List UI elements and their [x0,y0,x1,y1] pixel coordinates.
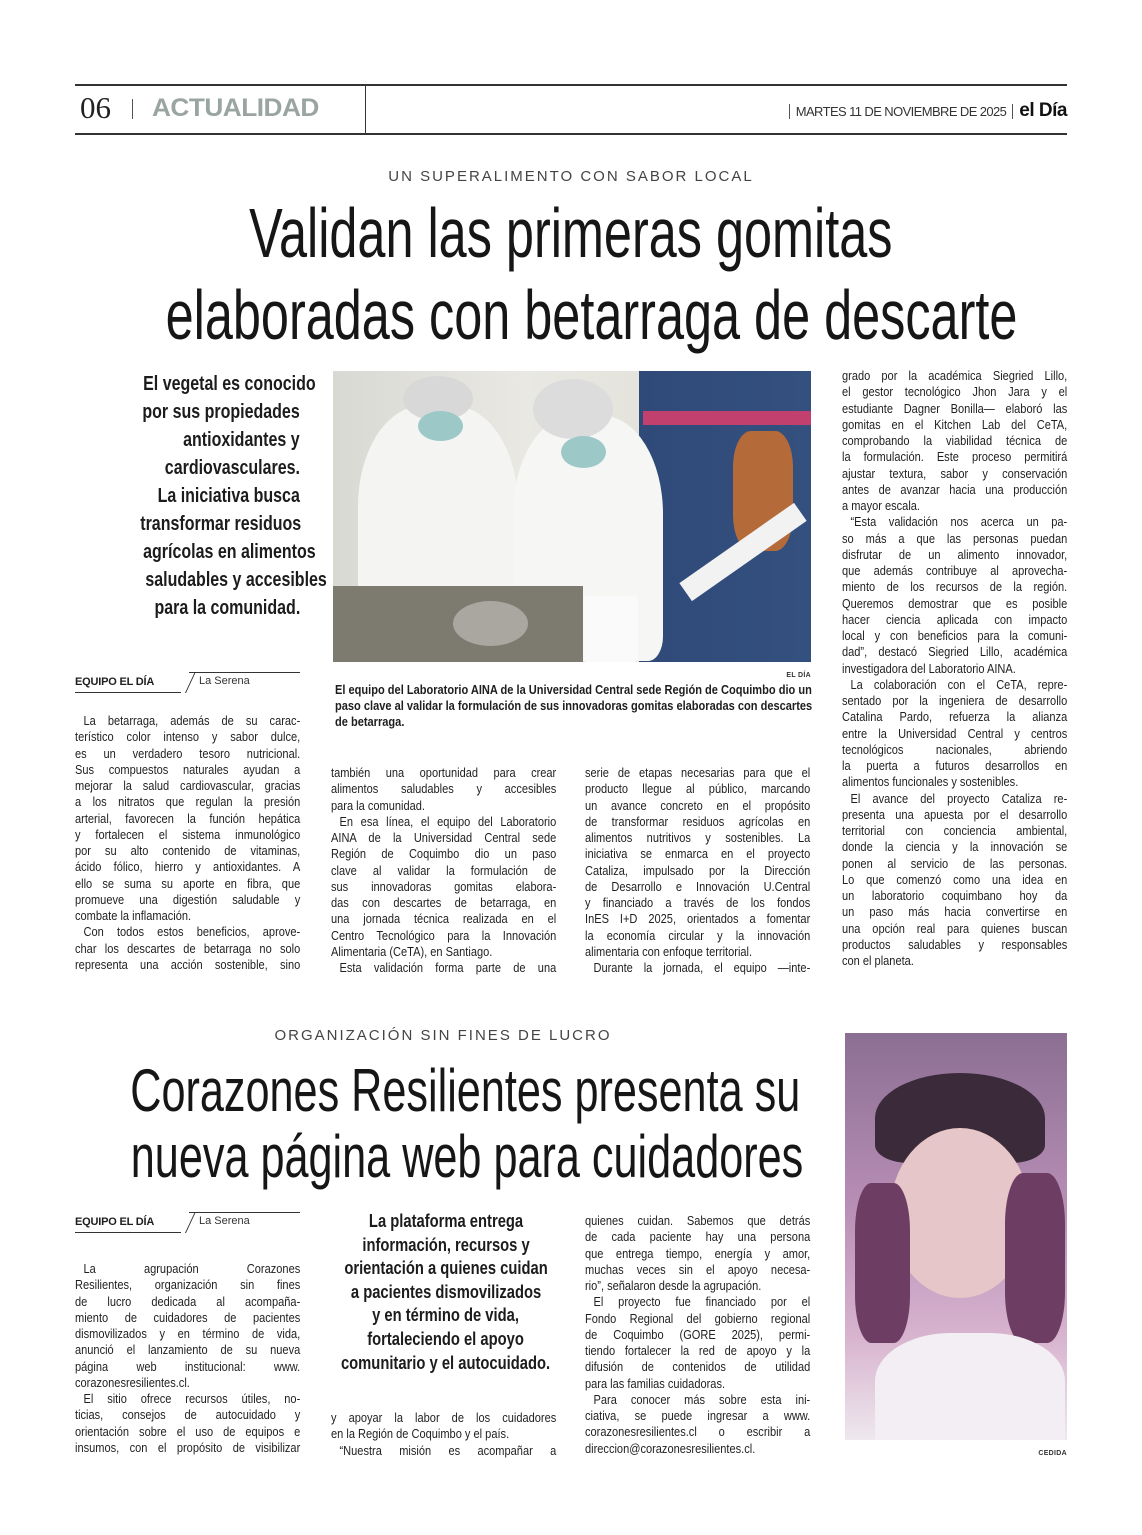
text-line: antes de avanzar hacia una producción [842,481,1068,497]
text-line: das con descartes de betarraga, en [331,895,557,910]
text-line: y fortalecen el sistema inmunológico [75,826,301,842]
text-line: para las familias cuidadoras. [585,1375,726,1391]
header-top-rule [75,84,1067,86]
text-line: La betarraga, además de su carac- [83,713,301,728]
text-line: investigadora del Laboratorio AINA. [842,660,1016,676]
headline-text: Validan las primeras gomitas [249,194,893,272]
text-line [100,426,300,454]
text-line: En esa línea, el equipo del Laboratorio [339,813,557,829]
headline-text: Corazones Resilientes presenta su [130,1057,801,1124]
paragraph [842,514,1067,677]
paragraph [331,960,556,976]
text-line: combate la inflamación. [75,908,192,923]
separator [132,99,133,119]
text-line: Lo que comenzó como una idea en [842,871,1068,887]
text-line: alimentos funcionales y sostenibles. [842,774,1019,790]
article2-headline [0,1058,886,1190]
text-line: “Nuestra misión es acompañar a [339,1442,557,1458]
text-line: producto llegue al público, marcando [585,781,811,797]
issue-date: MARTES 11 DE NOVIEMBRE DE 2025 [795,103,1007,119]
text-line [100,566,327,594]
text-line: gomitas en el Kitchen Lab del CeTA, [842,416,1068,432]
article2-deck [316,1210,576,1375]
text-line: hacer ciencia aplicada con impacto [842,611,1068,627]
text-line: ácido fólico, hierro y antioxidantes. A [75,859,301,875]
deck-text: transformar residuos [140,513,302,535]
paragraph [585,1213,810,1294]
deck-text: por sus propiedades [142,401,300,423]
text-line: muchas veces sin el apoyo necesa- [585,1261,811,1277]
text-line: so más a que las personas puedan [842,530,1068,546]
text-line: ello se suma su aporte en fibra, que [75,875,301,891]
text-line: El proyecto fue financiado por el [593,1294,811,1310]
text-line: de Desarrollo e Innovación U.Central [585,878,811,894]
text-line: anunció el lanzamiento de su nueva [75,1342,301,1358]
text-line: sentado por la ingeniera de desarrollo [842,693,1068,708]
text-line: un laboratorio coquimbano hoy da [842,888,1068,903]
text-line: un paso más hacia convertirse en [842,904,1068,920]
text-line: disfrutar de un alimento innovador, [842,546,1068,562]
separator [789,104,790,119]
page-number: 06 [80,90,111,125]
text-line: orientación sobre el uso de equipos e [75,1423,301,1439]
text-line: Sus compuestos naturales ayudan a [75,761,301,777]
photo-shape [875,1333,1065,1440]
text-line: Para conocer más sobre esta ini- [593,1391,811,1407]
deck-text: para la comunidad. [154,597,300,619]
text-line: por su alto contenido de vitaminas, [75,843,301,858]
article2-column-1 [75,1261,300,1456]
article2-column-2 [331,1410,556,1459]
text-line: serie de etapas necesarias para que el [585,765,811,780]
text-line: El avance del proyecto Cataliza re- [850,790,1068,806]
text-line: de transformar residuos agrícolas en [585,813,811,829]
paragraph [331,814,556,960]
article1-deck [100,370,327,622]
text-line: de lucro dedicada al acompaña- [75,1293,301,1309]
text-line: tiendo fortalecer la red de apoyo y la [585,1343,811,1358]
text-line [100,538,316,566]
text-line: miento de cuidadores de pacientes [75,1309,301,1325]
text-line: alimentos nutritivos y sostenibles. La [585,830,811,845]
header-bottom-rule [75,133,1067,135]
text-line: de cada paciente hay una persona [585,1229,811,1245]
photo-shape [1005,1173,1065,1343]
text-line: InES I+D 2025, orientados a fomentar [585,911,811,927]
text-line: mejorar la salud cardiovascular, gracias [75,778,301,793]
headline-line [0,274,1142,356]
photo-credit: CEDIDA [1038,1450,1067,1457]
text-line: Centro Tecnológico para la Innovación [331,927,557,943]
text-line: entre la Universidad Central y centros [842,725,1068,741]
brand-logo: el Día [1019,100,1067,121]
byline-slash [185,672,196,693]
text-line: rio”, señalaron desde la agrupación. [585,1278,762,1293]
deck-text: comunitario y el autocuidado. [341,1352,551,1373]
byline-rule [75,692,181,693]
text-line: char los descartes de betarraga no solo [75,940,301,956]
text-line: es un verdadero tesoro nutricional. [75,745,301,761]
text-line: a mayor escala. [842,498,921,513]
article1-column-1 [75,713,300,973]
text-line: terístico color intenso y sabor dulce, [75,729,301,745]
article1-column-2 [331,765,556,976]
text-line: una jornada técnica realizada en el [331,911,557,927]
text-line: representa una acción sostenible, sino [75,956,301,972]
headline-line [0,192,1142,274]
text-line: territorial con conciencia ambiental, [842,823,1068,838]
text-line: grado por la académica Siegried Lillo, [842,368,1068,383]
text-line: Durante la jornada, el equipo —inte- [593,960,811,975]
text-line: la puerta a futuros desarrollos en [842,758,1068,773]
photo-shape [561,436,606,468]
byline-location: La Serena [199,1215,250,1227]
paragraph [331,765,556,814]
text-line [316,1257,576,1281]
text-line: quienes cuidan. Sabemos que detrás [585,1213,811,1228]
text-line: y financiado a través de los fondos [585,895,811,910]
text-line: alimentos saludables y accesibles [331,781,557,797]
text-line: a los nitratos que regulan la presión [75,794,301,810]
section-title: ACTUALIDAD [152,94,319,122]
deck-text: agrícolas en alimentos [143,541,316,563]
text-line [316,1304,576,1328]
deck-text: saludables y accesibles [145,569,327,591]
deck-text: La plataforma entrega [368,1211,524,1231]
separator [1012,104,1013,119]
text-line: dismovilizados y en término de vida, [75,1326,301,1341]
text-line: El sitio ofrece recursos útiles, no- [83,1391,301,1406]
article1-column-3 [585,765,810,976]
text-line: miento de los recursos de la región. [842,579,1068,595]
text-line [316,1352,576,1376]
deck-text: orientación a quienes cuidan [344,1258,548,1279]
text-line: donde la ciencia y la innovación se [842,839,1068,855]
text-line: y apoyar la labor de los cuidadores [331,1410,557,1425]
deck-text: El vegetal es conocido [143,373,316,395]
paragraph [842,791,1067,970]
photo-shape [453,601,528,646]
photo-shape [418,411,463,441]
text-line: Esta validación forma parte de una [339,960,557,975]
text-line [316,1234,576,1258]
text-line [100,454,300,482]
text-line: paso clave al validar la formulación de sus innovadoras gomitas elaboradas con descartes [335,698,813,713]
text-line [100,594,300,622]
deck-text: La iniciativa busca [157,485,300,507]
headline-line [0,1124,886,1190]
photo-shape [583,596,638,662]
text-line: que entrega tiempo, energía y amor, [585,1245,811,1261]
paragraph [331,1410,556,1443]
text-line: comprobando la viabilidad técnica de [842,433,1068,448]
masthead-info [789,100,1067,122]
text-line: Cataliza, impulsado por la Dirección [585,862,811,878]
text-line: iniciativa se enmarca en el proyecto [585,846,811,862]
elderly-woman-photo [845,1033,1067,1440]
text-line: ajustar textura, sabor y conservación [842,465,1068,481]
article1-headline [0,192,1142,356]
text-line [316,1328,576,1352]
text-line: también una oportunidad para crear [331,765,557,780]
text-line: dad”, destacó Siegried Lillo, académica [842,644,1068,660]
text-line: Queremos demostrar que es posible [842,595,1068,611]
photo-shape [533,379,613,439]
text-line: en la Región de Coquimbo y el país. [331,1426,510,1442]
byline-rule [189,1212,300,1213]
deck-text: a pacientes dismovilizados [350,1281,542,1302]
text-line: AINA de la Universidad Central sede [331,830,557,845]
deck-text: fortaleciendo el apoyo [367,1328,525,1349]
header-divider [365,84,366,134]
text-line: Región de Coquimbo dio un paso [331,846,557,862]
text-line: para la comunidad. [331,797,425,813]
byline-author: EQUIPO EL DÍA [75,676,155,688]
paragraph [585,1294,810,1392]
byline-author: EQUIPO EL DÍA [75,1216,155,1228]
article1-byline [75,672,300,694]
text-line: corazonesresilientes.cl o escribir a [585,1424,811,1440]
text-line: el gestor tecnológico Jhon Jara y el [842,384,1068,400]
text-line: “Esta validación nos acerca un pa- [850,514,1068,530]
text-line: de Coquimbo (GORE 2025), permi- [585,1326,811,1342]
byline-slash [185,1212,196,1233]
text-line: Resilientes, organización sin fines [75,1277,301,1293]
paragraph [75,713,300,924]
text-line [100,510,300,538]
photo-credit: EL DÍA [786,672,811,679]
text-line: ciativa, se puede ingresar a www. [585,1408,811,1423]
photo-shape [855,1183,910,1343]
article2-column-3 [585,1213,810,1457]
paragraph [842,368,1067,514]
headline-text: nueva página web para cuidadores [130,1123,804,1190]
article1-column-4 [842,368,1067,969]
text-line: estudiante Dagner Bonilla— elaboró las [842,400,1068,416]
byline-rule [189,672,300,673]
byline-location: La Serena [199,675,250,687]
paragraph [585,960,810,976]
lab-photo [333,371,811,662]
text-line: Con todos estos beneficios, aprove- [83,924,301,940]
photo-caption [335,682,811,730]
article2-byline [75,1212,300,1234]
text-line: que además contribuye al aprovecha- [842,563,1068,578]
deck-text: antioxidantes y [183,429,300,451]
paragraph [585,1392,810,1457]
text-line [316,1210,576,1234]
text-line: tecnológicos nacionales, abriendo [842,741,1068,757]
text-line: la economía circular y la innovación [585,927,811,943]
paragraph [75,1391,300,1456]
paragraph [842,677,1067,791]
text-line: página web institucional: www. [75,1358,301,1374]
text-line: clave al validar la formulación de [331,862,557,878]
text-line: El equipo del Laboratorio AINA de la Universidad Central sede Región de Coquimbo dio un [335,682,812,697]
text-line: La agrupación Corazones [83,1261,301,1276]
text-line [100,398,300,426]
paragraph [585,765,810,960]
text-line: ponen al servicio de las personas. [842,855,1068,871]
text-line [100,370,316,398]
text-line: difusión de contenidos de utilidad [585,1359,811,1375]
deck-text: cardiovasculares. [164,457,300,479]
article1-kicker: UN SUPERALIMENTO CON SABOR LOCAL [388,168,754,185]
text-line: una opción real para quienes buscan [842,920,1068,936]
text-line [100,482,300,510]
text-line: La colaboración con el CeTA, repre- [850,676,1068,692]
text-line: un avance concreto en el propósito [585,797,811,813]
headline-text: elaboradas con betarraga de descarte [165,276,1018,354]
text-line: direccion@corazonesresilientes.cl. [585,1440,756,1456]
text-line: alimentaria con enfoque territorial. [585,943,753,959]
article2-kicker: ORGANIZACIÓN SIN FINES DE LUCRO [274,1027,612,1044]
paragraph [75,1261,300,1391]
paragraph [331,1443,556,1459]
text-line: sus innovadoras gomitas elabora- [331,878,557,894]
text-line: promueve una digestión saludable y [75,891,301,907]
text-line: Catalina Pardo, refuerza la alianza [842,709,1068,725]
text-line: productos saludables y responsables [842,936,1068,952]
text-line: Fondo Regional del gobierno regional [585,1310,811,1326]
text-line: la formulación. Este proceso permitirá [842,449,1068,465]
paragraph [75,924,300,973]
text-line: ticias, consejos de autocuidado y [75,1407,301,1423]
byline-rule [75,1232,181,1233]
text-line: arterial, favorecen la función hepática [75,810,301,826]
text-line: local y con beneficios para la comuni- [842,628,1068,643]
photo-shape [643,411,811,425]
text-line: con el planeta. [842,953,914,968]
deck-text: y en término de vida, [372,1305,520,1326]
text-line: de betarraga. [335,714,405,729]
text-line: Alimentaria (CeTA), en Santiago. [331,943,493,959]
headline-line [0,1058,886,1124]
text-line: corazonesresilientes.cl. [75,1374,190,1390]
text-line: insumos, con el propósito de visibilizar [75,1439,301,1455]
text-line: presenta una apuesta por el desarrollo [842,806,1068,822]
text-line [316,1281,576,1305]
deck-text: información, recursos y [362,1234,530,1255]
